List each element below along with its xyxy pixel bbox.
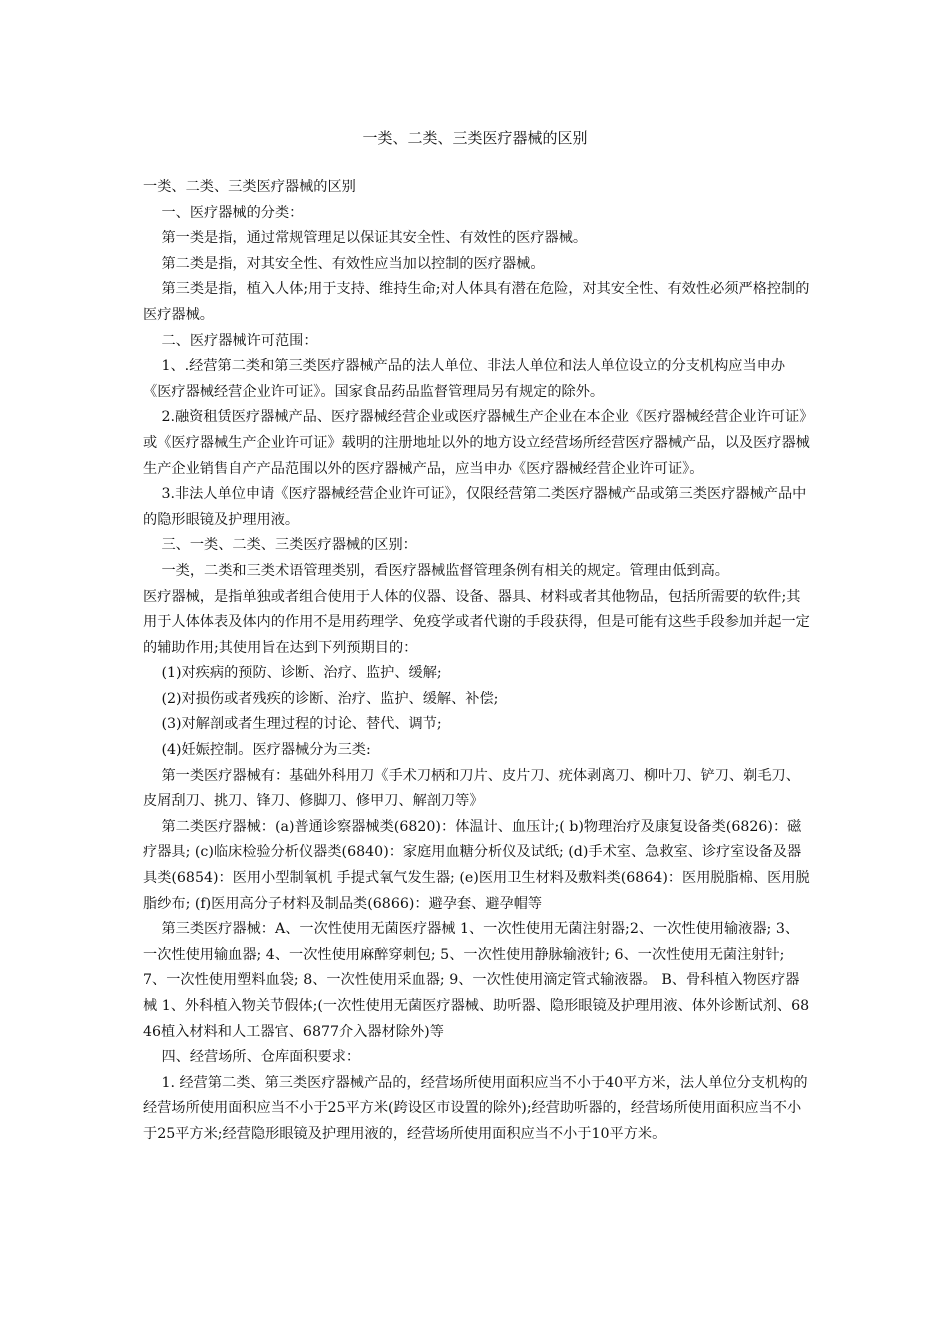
paragraph: 1. 经营第二类、第三类医疗器械产品的，经营场所使用面积应当不小于40平方米，法人单位分支机构的经营场所使用面积应当不小于25平方米(跨设区市设置的除外);经营助听器的，经营场所使用面积应当不小于25平方米;经营隐形眼镜及护理用液的，经营场所使用面积应当不小于10平方米。 bbox=[143, 1074, 808, 1142]
paragraph: 第二类是指，对其安全性、有效性应当加以控制的医疗器械。 bbox=[161, 255, 545, 272]
paragraph: 第三类是指，植入人体;用于支持、维持生命;对人体具有潜在危险，对其安全性、有效性必须严格控制的医疗器械。 bbox=[143, 281, 810, 323]
paragraph: (3)对解剖或者生理过程的讨论、替代、调节; bbox=[161, 716, 442, 733]
paragraph: 一类，二类和三类术语管理类别，看医疗器械监督管理条例有相关的规定。管理由低到高。 bbox=[161, 562, 729, 579]
paragraph: 1、.经营第二类和第三类医疗器械产品的法人单位、非法人单位和法人单位设立的分支机构应当申办《医疗器械经营企业许可证》。国家食品药品监督管理局另有规定的除外。 bbox=[143, 358, 786, 400]
document-body bbox=[143, 175, 811, 1148]
paragraph: (1)对疾病的预防、诊断、治疗、监护、缓解; bbox=[161, 665, 442, 682]
paragraph: 医疗器械，是指单独或者组合使用于人体的仪器、设备、器具、材料或者其他物品，包括所需要的软件;其用于人体体表及体内的作用不是用药理学、免疫学或者代谢的手段获得，但是可能有这些手段参加并起一定的辅助作用;其使用旨在达到下列预期目的： bbox=[143, 588, 810, 656]
paragraph: 3.非法人单位申请《医疗器械经营企业许可证》，仅限经营第二类医疗器械产品或第三类医疗器械产品中的隐形眼镜及护理用液。 bbox=[143, 486, 807, 528]
paragraph: 三、一类、二类、三类医疗器械的区别： bbox=[161, 537, 417, 554]
document-title: 一类、二类、三类医疗器械的区别 bbox=[362, 129, 588, 147]
paragraph: 二、医疗器械许可范围： bbox=[161, 332, 318, 349]
paragraph: (2)对损伤或者残疾的诊断、治疗、监护、缓解、补偿; bbox=[161, 690, 499, 707]
paragraph: (4)妊娠控制。医疗器械分为三类: bbox=[161, 742, 371, 759]
paragraph: 一、医疗器械的分类： bbox=[161, 204, 304, 221]
paragraph: 第一类是指，通过常规管理足以保证其安全性、有效性的医疗器械。 bbox=[161, 230, 588, 247]
paragraph-subtitle: 一类、二类、三类医疗器械的区别 bbox=[143, 179, 356, 195]
paragraph: 2.融资租赁医疗器械产品、医疗器械经营企业或医疗器械生产企业在本企业《医疗器械经营企业许可证》或《医疗器械生产企业许可证》载明的注册地址以外的地方设立经营场所经营医疗器械产品，以及医疗器械生产企业销售自产产品范围以外的医疗器械产品，应当申办《医疗器械经营企业许可证》。 bbox=[143, 409, 810, 477]
paragraph: 四、经营场所、仓库面积要求： bbox=[161, 1049, 361, 1066]
paragraph: 第三类医疗器械：A、一次性使用无菌医疗器械 1、一次性使用无菌注射器;2、一次性使用输液器; 3、一次性使用输血器; 4、一次性使用麻醉穿刺包; 5、一次性使用静脉输液针; 6、一次性使用无菌注射针; 7、一次性使用塑料血袋; 8、一次性使用采血器; 9、一次性使用滴定管式输液器。 B、骨科植入物医疗器械 1、外科植入物关节假体;(一次性使用无菌医疗器械、助听器、隐形眼镜及护理用液、体外诊断试剂、6846植入材料和人工器官、6877介入器材除外)等 bbox=[143, 921, 810, 1040]
paragraph: 第二类医疗器械：(a)普通诊察器械类(6820)：体温计、血压计;( b)物理治疗及康复设备类(6826)：磁疗器具; (c)临床检验分析仪器类(6840)：家庭用血糖分析仪及试纸; (d)手术室、急救室、诊疗室设备及器具类(6854)：医用小型制氧机 手提式氧气发生器; (e)医用卫生材料及敷料类(6864)：医用脱脂棉、医用脱脂纱布; (f)医用高分子材料及制品类(6866)：避孕套、避孕帽等 bbox=[143, 818, 810, 912]
paragraph: 第一类医疗器械有：基础外科用刀《手术刀柄和刀片、皮片刀、疣体剥离刀、柳叶刀、铲刀、剃毛刀、皮屑刮刀、挑刀、锋刀、修脚刀、修甲刀、解剖刀等》 bbox=[143, 767, 800, 810]
